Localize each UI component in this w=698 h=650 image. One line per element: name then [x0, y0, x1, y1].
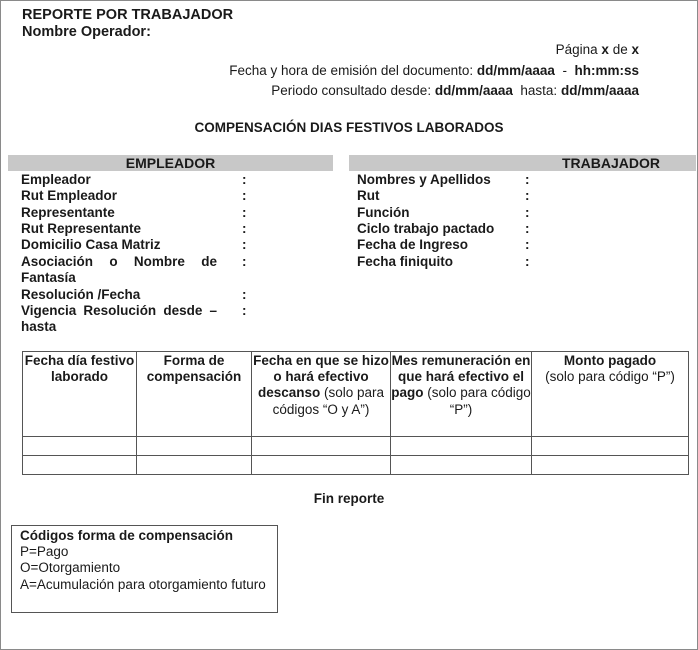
- page-current: x: [601, 42, 609, 57]
- page-label: Página: [555, 42, 598, 57]
- page-number: [556, 42, 639, 57]
- worker-field: Ciclo trabajo pactado: [357, 221, 495, 236]
- employer-field: Empleador: [21, 172, 91, 187]
- emission-date: dd/mm/aaaa: [476, 63, 555, 78]
- table-row: [23, 437, 689, 456]
- column-header: Monto pagado (solo para código “P”): [532, 352, 689, 437]
- employer-field: Asociación o Nombre de Fantasía: [21, 254, 217, 286]
- legend-item: P=Pago: [20, 544, 69, 560]
- emission-label: Fecha y hora de emisión del documento:: [229, 63, 474, 78]
- column-header: Mes remuneración en que hará efectivo el pago (solo para código “P”): [391, 352, 532, 437]
- period-to: dd/mm/aaaa: [560, 83, 639, 98]
- legend-item: A=Acumulación para otorgamiento futuro: [20, 576, 266, 592]
- employer-field: Rut Representante: [21, 221, 142, 236]
- employer-field: Vigencia Resolución desde –hasta: [21, 303, 217, 335]
- colon: :: [242, 172, 247, 187]
- report-title: COMPENSACIÓN DIAS FESTIVOS LABORADOS: [194, 120, 504, 135]
- period-from: dd/mm/aaaa: [434, 83, 513, 98]
- report-end: Fin reporte: [313, 491, 385, 506]
- colon: :: [525, 188, 530, 203]
- period-to-label: hasta:: [520, 83, 558, 98]
- operator-name-label: Nombre Operador:: [22, 24, 151, 40]
- column-header: Fecha en que se hizo o hará efectivo descanso (solo para códigos “O y A”): [252, 352, 391, 437]
- employer-heading: EMPLEADOR: [8, 155, 333, 171]
- colon: :: [525, 254, 530, 269]
- column-header: Forma de compensación: [137, 352, 252, 437]
- legend-title: Códigos forma de compensación: [20, 528, 234, 543]
- table-header-row: [23, 352, 689, 437]
- colon: :: [525, 237, 530, 252]
- worker-field: Fecha de Ingreso: [357, 237, 469, 252]
- page-of: de: [612, 42, 628, 57]
- emission-time: hh:mm:ss: [574, 63, 639, 78]
- colon: :: [242, 237, 247, 252]
- worker-field: Nombres y Apellidos: [357, 172, 491, 187]
- emission-datetime: [229, 63, 639, 78]
- colon: :: [242, 254, 247, 269]
- colon: :: [525, 172, 530, 187]
- colon: :: [242, 205, 247, 220]
- colon: :: [242, 221, 247, 236]
- page-total: x: [631, 42, 639, 57]
- colon: :: [242, 188, 247, 203]
- compensation-codes-legend: [11, 525, 278, 613]
- colon: :: [525, 221, 530, 236]
- legend-item: O=Otorgamiento: [20, 560, 121, 576]
- consulted-period: [271, 83, 639, 98]
- period-label: Periodo consultado desde:: [271, 83, 432, 98]
- compensation-table: [22, 351, 689, 475]
- worker-field: Función: [357, 205, 410, 220]
- column-header: Fecha día festivo laborado: [23, 352, 137, 437]
- report-heading: REPORTE POR TRABAJADOR: [22, 7, 234, 23]
- worker-field: Rut: [357, 188, 380, 203]
- employer-field: Representante: [21, 205, 115, 220]
- employer-field: Rut Empleador: [21, 188, 118, 203]
- table-row: [23, 456, 689, 475]
- colon: :: [242, 303, 247, 318]
- colon: :: [242, 287, 247, 302]
- worker-heading: TRABAJADOR: [562, 155, 660, 171]
- employer-field: Resolución /Fecha: [21, 287, 141, 302]
- colon: :: [525, 205, 530, 220]
- worker-field: Fecha finiquito: [357, 254, 453, 269]
- employer-field: Domicilio Casa Matriz: [21, 237, 161, 252]
- worker-heading-band: [349, 155, 696, 171]
- emission-separator: -: [562, 63, 567, 78]
